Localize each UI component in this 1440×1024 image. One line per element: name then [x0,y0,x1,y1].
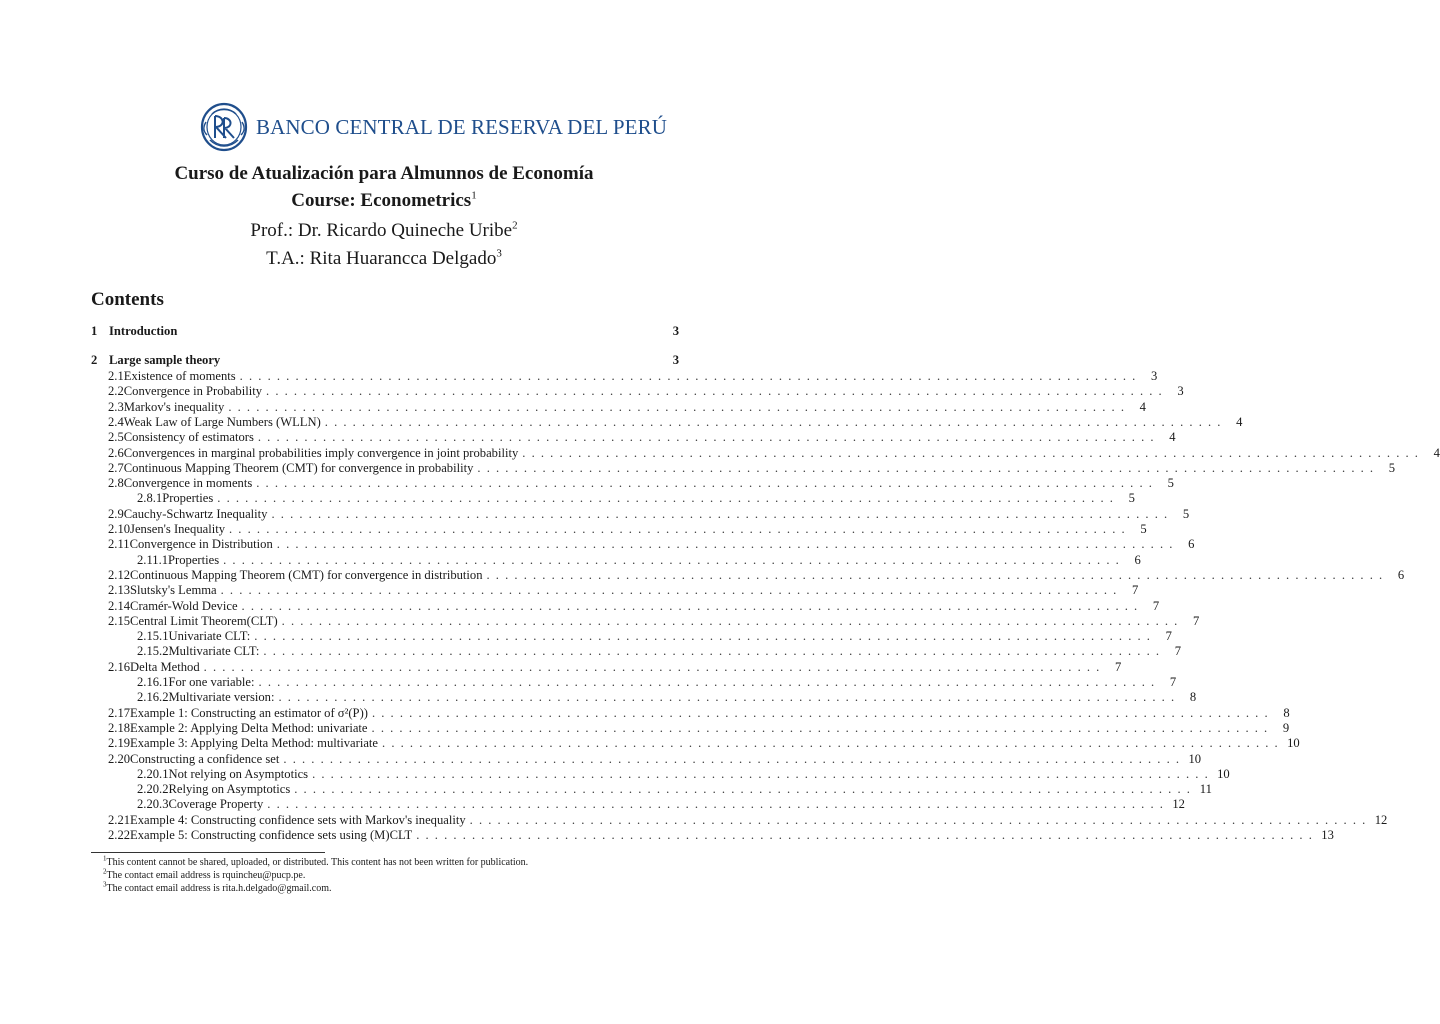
toc-number: 1 [91,324,98,338]
footnote-divider [91,852,325,853]
toc-entry[interactable] [91,491,1135,507]
toc-page-number: 6 [1397,567,1405,582]
toc-leader-dots [273,537,1173,552]
toc-number: 2.20 [108,751,131,766]
toc-page-number: 5 [1182,506,1190,521]
toc-entry[interactable] [91,369,1158,385]
toc-number: 2.12 [108,567,131,582]
toc-title: Not relying on Asymptotics [168,766,309,781]
toc-page-number: 10 [1217,766,1230,781]
toc-page-number: 7 [1169,675,1177,689]
toc-leader-dots [236,369,1136,384]
toc-leader-dots [368,706,1268,721]
toc-page-number: 4 [1433,445,1440,460]
toc-entry[interactable] [91,430,1176,446]
toc-leader-dots [255,675,1155,690]
toc-number: 2.14 [108,598,131,613]
toc-page-number: 8 [1189,690,1197,705]
footnote-ref-3: 3 [496,247,502,260]
toc-page-number: 5 [1167,476,1174,491]
toc-leader-dots [473,461,1373,476]
toc-title: Continuous Mapping Theorem (CMT) for convergence in probability [123,460,474,475]
toc-leader-dots [213,491,1113,506]
toc-number: 2.5 [108,430,124,445]
toc-title: Continuous Mapping Theorem (CMT) for convergence in distribution [130,567,483,582]
toc-page-number: 10 [1287,736,1300,751]
toc-leader-dots [378,736,1278,751]
toc-entry[interactable] [91,644,1182,660]
toc-number: 2.3 [108,399,124,414]
toc-title: Example 5: Constructing confidence sets using (M)CLT [130,828,413,842]
bank-logo [198,98,667,156]
toc-entry[interactable] [91,782,1212,798]
toc-number: 2.21 [108,812,131,827]
toc-title: Constructing a confidence set [130,751,280,766]
ta-name: T.A.: Rita Huarancca Delgado [266,248,497,269]
toc-entry[interactable] [91,537,1195,553]
toc-title: Convergence in Distribution [129,537,273,552]
toc-title: Central Limit Theorem(CLT) [130,613,278,628]
toc-number: 2.13 [108,583,131,598]
toc-entry[interactable] [91,812,1388,829]
toc-entry[interactable] [91,690,1197,706]
toc-title: Jensen's Inequality [130,522,225,536]
toc-page-number: 3 [672,353,679,367]
toc-number: 2.6 [108,445,124,460]
toc-entry[interactable] [91,567,1405,584]
toc-number: 2.2 [108,384,124,399]
footnote-text: The contact email address is rquincheu@pucp.pe. [106,870,306,881]
toc-title: Multivariate CLT: [168,644,260,659]
toc-page-number: 4 [1236,414,1243,429]
toc-title: Cauchy-Schwartz Inequality [123,506,268,521]
toc-title: Markov's inequality [123,399,225,414]
toc-title: Introduction [109,324,178,338]
toc-page-number: 4 [1139,399,1146,414]
footnote [103,882,528,895]
toc-title: Existence of moments [123,369,236,383]
toc-entry[interactable] [91,659,1122,676]
toc-page-number: 7 [1174,644,1182,659]
toc-title: For one variable: [168,675,255,689]
toc-number: 2.22 [108,828,131,842]
toc-entry[interactable] [91,736,1300,752]
footnote [103,856,528,869]
toc-number: 2.11.1 [137,552,169,567]
toc-title: Univariate CLT: [168,629,251,644]
toc-title: Convergence in moments [123,476,253,491]
toc-leader-dots [238,599,1138,614]
title-block [0,160,768,273]
toc-entry[interactable] [91,460,1396,477]
toc-entry[interactable] [91,399,1146,416]
toc-page-number: 7 [1115,659,1122,674]
footnote-mark: 1 [103,854,107,863]
toc-leader-dots [279,752,1179,767]
toc-leader-dots [290,782,1190,797]
toc-page-number: 5 [1388,460,1396,475]
toc-entry[interactable] [91,675,1177,691]
toc-number: 2.17 [108,705,131,720]
toc-page-number: 7 [1165,629,1172,644]
toc-leader-dots [518,446,1418,461]
toc-leader-dots [267,507,1167,522]
toc-entry[interactable] [91,476,1174,492]
bank-name: BANCO CENTRAL DE RESERVA DEL PERÚ [256,114,667,139]
toc-title: Convergences in marginal probabilities imply convergence in joint probability [123,445,519,460]
toc-entry[interactable] [91,705,1290,722]
toc-leader-dots [200,660,1100,675]
toc-number: 2.20.2 [137,782,169,797]
toc-title: Relying on Asymptotics [168,782,291,797]
toc-title: Cramér-Wold Device [130,598,238,613]
footnote-mark: 2 [103,867,107,876]
toc-page-number: 3 [672,324,679,338]
toc-leader-dots [412,828,1312,843]
toc-leader-dots [263,797,1163,812]
ta-line [0,245,768,273]
toc-page-number: 6 [1134,552,1141,567]
toc-entry[interactable] [91,720,1290,737]
toc-leader-dots [308,767,1208,782]
toc-number: 2.20.3 [137,797,169,812]
toc-title: Multivariate version: [168,690,275,705]
toc-entry[interactable] [91,629,1172,645]
toc-page-number: 10 [1188,751,1202,766]
toc-number: 2.20.1 [137,766,169,781]
toc-page-number: 11 [1199,782,1212,797]
toc-page-number: 4 [1169,430,1176,445]
toc-leader-dots [483,568,1383,583]
toc-leader-dots [274,690,1174,705]
professor-name: Prof.: Dr. Ricardo Quineche Uribe [250,220,513,241]
toc-page-number: 9 [1282,720,1290,735]
toc-title: Slutsky's Lemma [130,583,217,598]
toc-entry[interactable] [91,613,1200,630]
toc-leader-dots [224,400,1124,415]
toc-title: Weak Law of Large Numbers (WLLN) [123,414,321,429]
toc-leader-dots [321,415,1221,430]
toc-title: Example 4: Constructing confidence sets with Markov's inequality [130,812,466,827]
footnote-text: This content cannot be shared, uploaded, or distributed. This content has not been written for publication. [106,857,529,868]
toc-entry[interactable] [91,797,1185,813]
toc-page-number: 5 [1140,522,1147,536]
toc-entry[interactable] [91,353,679,369]
toc-number: 2.15.1 [137,629,169,644]
toc-number: 2.16.2 [137,690,169,705]
course-name: Course: Econometrics [291,190,472,211]
toc-number: 2.16.1 [137,675,169,689]
toc-page-number: 3 [1151,369,1158,383]
toc-entry[interactable] [91,324,679,340]
toc-leader-dots [252,476,1152,491]
toc-number: 2.8 [108,476,124,491]
toc-entry[interactable] [91,384,1184,400]
toc-number: 2.11 [108,537,130,552]
footnote-mark: 3 [103,880,107,889]
toc-number: 2.16 [108,659,131,674]
toc-leader-dots [262,384,1162,399]
toc-entry[interactable] [91,552,1141,569]
toc-title: Large sample theory [109,353,221,367]
toc-page-number: 6 [1188,537,1195,552]
toc-page-number: 13 [1321,828,1334,842]
toc-number: 2.19 [108,736,131,751]
toc-entry[interactable] [91,522,1147,538]
footnote-text: The contact email address is rita.h.delgado@gmail.com. [106,883,332,894]
footnotes [103,856,528,895]
toc-entry[interactable] [91,414,1243,431]
toc-title: Coverage Property [168,797,264,812]
toc-number: 2.7 [108,460,124,475]
toc-page-number: 3 [1177,384,1184,399]
toc-number: 2.1 [108,369,124,383]
toc-page-number: 12 [1172,797,1185,812]
toc-title: Delta Method [130,659,200,674]
toc-number: 2.15.2 [137,644,169,659]
toc-title: Convergence in Probability [123,384,263,399]
footnote [103,869,528,882]
toc-page-number: 7 [1193,613,1200,628]
professor-line [0,217,768,245]
toc-entry[interactable] [91,766,1230,783]
toc-entry[interactable] [91,445,1440,462]
toc-entry[interactable] [91,583,1139,599]
toc-page-number: 7 [1152,598,1160,613]
toc-leader-dots [219,553,1119,568]
contents-heading: Contents [91,289,164,310]
toc-title: Example 2: Applying Delta Method: univariate [130,720,368,735]
toc-number: 2.18 [108,720,131,735]
toc-entry[interactable] [91,828,1334,844]
toc-page-number: 8 [1283,705,1290,720]
toc-title: Example 1: Constructing an estimator of σ²(P)) [130,705,368,720]
toc-page-number: 5 [1128,491,1135,506]
toc-leader-dots [259,644,1159,659]
toc-page-number: 12 [1374,812,1388,827]
toc-entry[interactable] [91,506,1190,523]
footnote-ref-2: 2 [512,219,518,232]
footnote-ref-1: 1 [471,189,477,202]
toc-number: 2.15 [108,613,131,628]
toc-leader-dots [278,614,1178,629]
toc-leader-dots [225,522,1125,537]
toc-number: 2.4 [108,414,124,429]
toc-leader-dots [466,813,1366,828]
toc-title: Properties [162,491,214,506]
toc-number: 2.8.1 [137,491,163,506]
toc-entry[interactable] [91,598,1160,615]
toc-number: 2.10 [108,522,131,536]
toc-leader-dots [217,583,1117,598]
toc-leader-dots [368,721,1268,736]
toc-title: Properties [168,552,220,567]
toc-number: 2.9 [108,506,124,521]
toc-title: Consistency of estimators [123,430,254,445]
course-name-line [0,187,768,214]
course-line: Curso de Atualización para Almunnos de Economía [174,163,594,184]
toc-title: Example 3: Applying Delta Method: multivariate [130,736,379,751]
toc-page-number: 7 [1131,583,1139,598]
toc-leader-dots [250,629,1150,644]
toc-leader-dots [254,430,1154,445]
bcrp-seal-icon [198,100,250,154]
toc-number: 2 [91,353,98,367]
toc-entry[interactable] [91,751,1202,768]
